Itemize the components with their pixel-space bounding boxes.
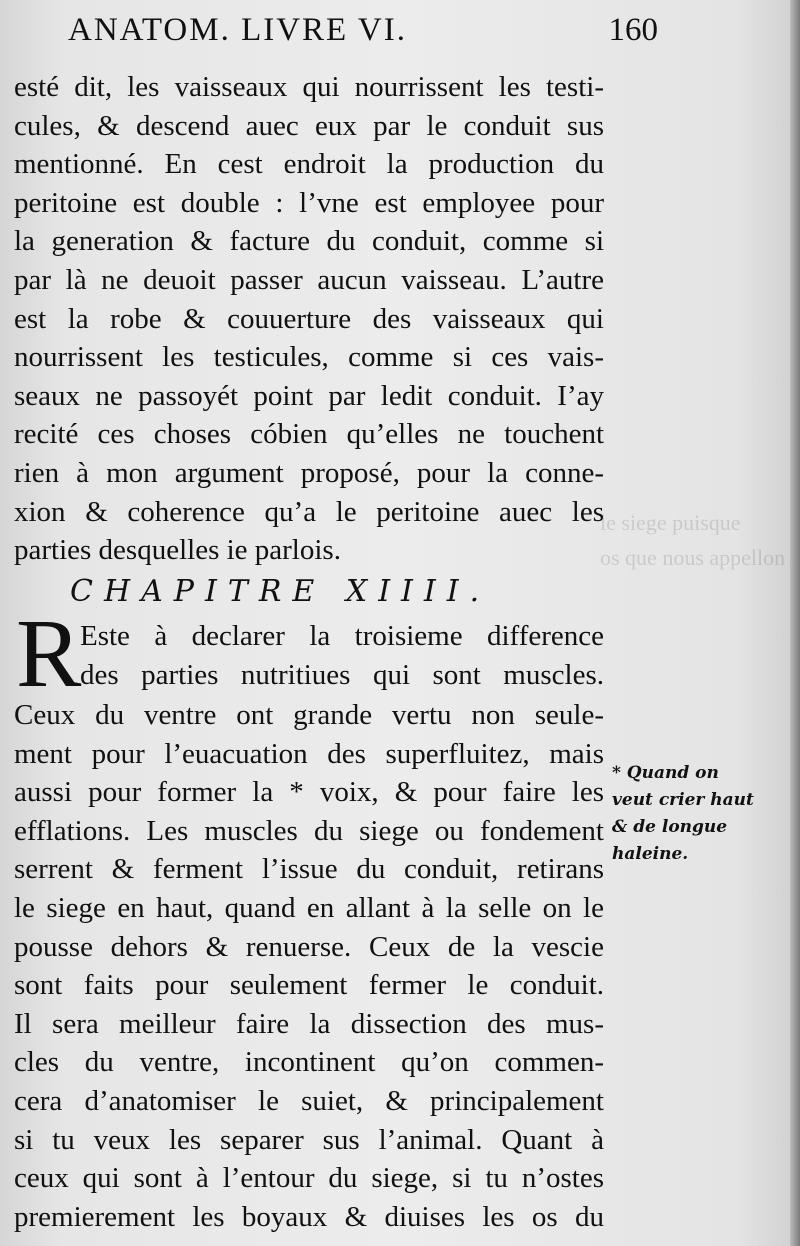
text-line: seaux ne passoyét point par ledit conduit. I’ay — [14, 379, 604, 412]
text-line: peritoine est double : l’vne est employee pour — [14, 186, 604, 219]
text-line: rien à mon argument proposé, pour la conne- — [14, 456, 604, 489]
show-through-text: le siege puisque — [600, 510, 741, 535]
text-line: pousse dehors & renuerse. Ceux de la vescie — [14, 930, 604, 963]
text-line: la generation & facture du conduit, comme si — [14, 225, 604, 258]
margin-note-line: * Quand on — [612, 763, 719, 783]
text-line: Ceux du ventre ont grande vertu non seule- — [14, 699, 604, 731]
text-line: esté dit, les vaisseaux qui nourrissent les testi- — [14, 71, 604, 103]
text-line: serrent & ferment l’issue du conduit, retirans — [14, 853, 604, 886]
chapter-heading: CHAPITRE XIIII. — [70, 574, 491, 609]
text-line: efflations. Les muscles du siege ou fondement — [14, 814, 604, 847]
text-line: xion & coherence qu’a le peritoine auec les — [14, 495, 604, 528]
drop-cap: R — [16, 600, 82, 708]
text-line: des parties nutritiues qui sont muscles. — [80, 658, 604, 691]
page-edge-shadow — [790, 0, 800, 1246]
running-head-title: ANATOM. LIVRE VI. — [68, 12, 407, 48]
margin-note-line: & de longue — [612, 817, 728, 837]
text-line: parties desquelles ie parlois. — [14, 534, 341, 567]
running-head — [68, 12, 658, 60]
show-through-text: os que nous appellon — [600, 545, 786, 570]
paragraph-1 — [14, 68, 604, 570]
text-line: mentionné. En cest endroit la production du — [14, 148, 604, 181]
text-line: si tu veux les separer sus l’animal. Quant à — [14, 1123, 604, 1156]
text-line: aussi pour former la * voix, & pour faire les — [14, 776, 604, 809]
text-line: cera d’anatomiser le suiet, & principalement — [14, 1084, 604, 1117]
text-line: par là ne deuoit passer aucun vaisseau. L’autre — [14, 263, 604, 296]
text-line: Il sera meilleur faire la dissection des mus- — [14, 1007, 604, 1040]
text-line: nourrissent les testicules, comme si ces vais- — [14, 341, 604, 374]
paragraph-2-opening — [80, 617, 604, 694]
page-number: 160 — [608, 12, 658, 48]
text-line: ceux qui sont à l’entour du siege, si tu n’ostes — [14, 1162, 604, 1195]
text-line: ment pour l’euacuation des superfluitez, mais — [14, 737, 604, 770]
text-line: cles du ventre, incontinent qu’on commen- — [14, 1046, 604, 1079]
text-line: sont faits pour seulement fermer le conduit. — [14, 969, 604, 1002]
paragraph-2 — [14, 696, 604, 1236]
margin-note — [612, 760, 772, 868]
text-line: recité ces choses cóbien qu’elles ne touchent — [14, 418, 604, 451]
text-line: premierement les boyaux & diuises les os du — [14, 1200, 604, 1233]
margin-note-line: haleine. — [612, 844, 689, 864]
text-line: le siege en haut, quand en allant à la selle on le — [14, 891, 604, 924]
text-line: Este à declarer la troisieme difference — [80, 620, 604, 652]
margin-note-line: veut crier haut — [612, 790, 754, 810]
text-line: est la robe & couuerture des vaisseaux qui — [14, 302, 604, 335]
text-line: cules, & descend auec eux par le conduit sus — [14, 109, 604, 142]
